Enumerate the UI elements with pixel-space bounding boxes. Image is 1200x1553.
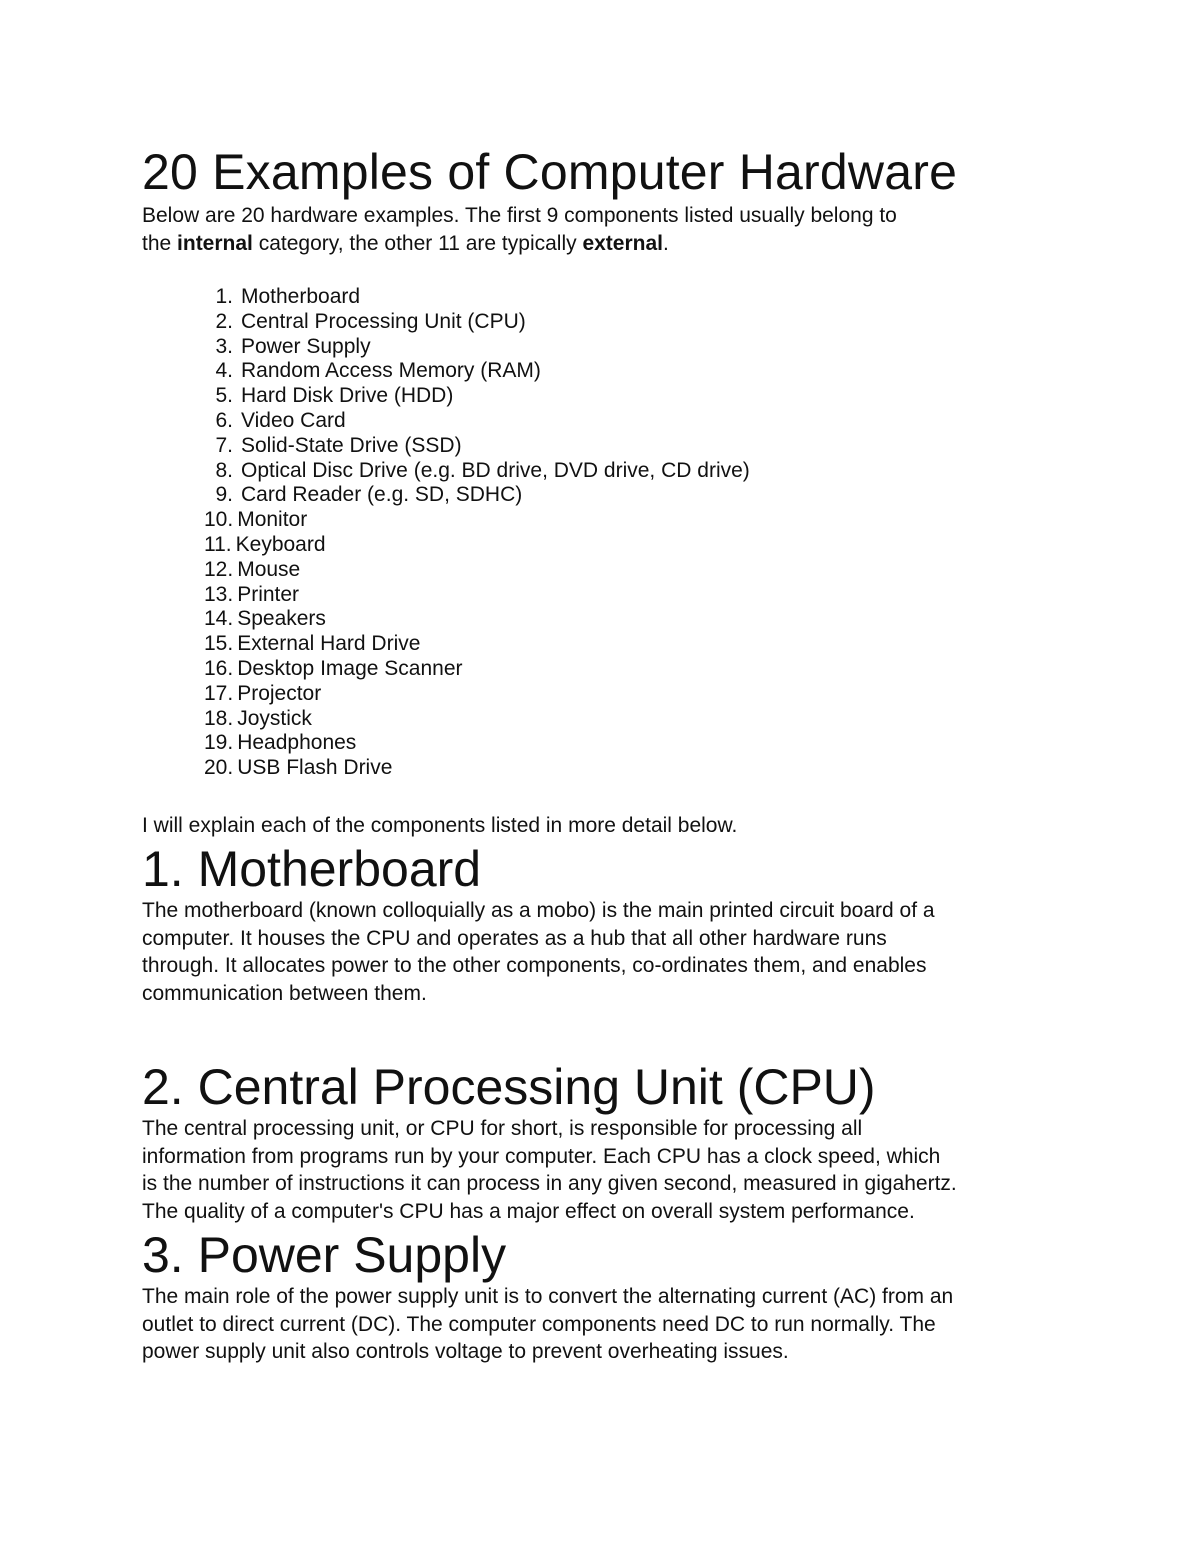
intro-paragraph bbox=[142, 202, 1072, 257]
list-item bbox=[142, 756, 1072, 781]
list-item-number: 19. bbox=[204, 731, 234, 755]
body-line: information from programs run by your computer. Each CPU has a clock speed, which bbox=[142, 1144, 941, 1168]
list-item-label: Random Access Memory (RAM) bbox=[241, 359, 541, 383]
intro-line-1: Below are 20 hardware examples. The first 9 components listed usually belong to bbox=[142, 204, 897, 227]
list-item bbox=[142, 359, 1072, 384]
external-keyword: external bbox=[582, 231, 663, 255]
section-power-supply bbox=[142, 1227, 1072, 1366]
list-item-number: 5. bbox=[215, 384, 233, 408]
list-item-number: 11. bbox=[204, 532, 232, 556]
body-line: through. It allocates power to the other components, co-ordinates them, and enables bbox=[142, 954, 927, 978]
list-item bbox=[142, 657, 1072, 682]
list-item-label: Video Card bbox=[241, 408, 346, 432]
list-item-label: Projector bbox=[237, 681, 322, 705]
list-item bbox=[142, 434, 1072, 459]
list-item-number: 20. bbox=[204, 756, 234, 780]
section-motherboard bbox=[142, 841, 1072, 1007]
section-heading: 1. Motherboard bbox=[142, 841, 482, 898]
list-item-number: 1. bbox=[215, 285, 233, 308]
list-item-number: 2. bbox=[215, 309, 233, 333]
section-heading: 3. Power Supply bbox=[142, 1227, 507, 1284]
list-item bbox=[142, 632, 1072, 657]
list-item-label: Motherboard bbox=[241, 285, 361, 308]
list-item-label: Headphones bbox=[237, 731, 357, 755]
list-item bbox=[142, 707, 1072, 732]
list-item bbox=[142, 310, 1072, 335]
list-item-number: 7. bbox=[215, 433, 233, 457]
list-item-number: 16. bbox=[204, 656, 234, 680]
intro-line-2-middle: category, the other 11 are typically bbox=[252, 231, 583, 255]
body-line: outlet to direct current (DC). The computer components need DC to run normally. The bbox=[142, 1312, 936, 1336]
list-item-label: Desktop Image Scanner bbox=[237, 656, 463, 680]
list-item-number: 9. bbox=[215, 483, 233, 507]
list-item bbox=[142, 285, 1072, 310]
closing-sentence: I will explain each of the components listed in more detail below. bbox=[142, 813, 738, 837]
body-line: is the number of instructions it can process in any given second, measured in gigahertz. bbox=[142, 1172, 957, 1196]
list-item-label: Speakers bbox=[237, 607, 326, 631]
list-item-number: 14. bbox=[204, 607, 234, 631]
section-body bbox=[142, 1115, 1072, 1225]
list-item-label: USB Flash Drive bbox=[237, 756, 393, 780]
internal-keyword: internal bbox=[177, 231, 253, 255]
section-heading: 2. Central Processing Unit (CPU) bbox=[142, 1059, 876, 1116]
list-item bbox=[142, 533, 1072, 558]
list-item-number: 17. bbox=[204, 681, 234, 705]
body-line: The motherboard (known colloquially as a mobo) is the main printed circuit board of a bbox=[142, 899, 935, 923]
intro-line-2-end: . bbox=[663, 231, 669, 255]
list-item-number: 10. bbox=[204, 508, 234, 532]
list-item bbox=[142, 583, 1072, 608]
body-line: The quality of a computer's CPU has a major effect on overall system performance. bbox=[142, 1199, 915, 1223]
list-item-label: Central Processing Unit (CPU) bbox=[241, 309, 526, 333]
list-item bbox=[142, 459, 1072, 484]
list-item-label: Solid-State Drive (SSD) bbox=[241, 433, 462, 457]
list-item-label: Monitor bbox=[237, 508, 308, 532]
list-item-number: 3. bbox=[215, 334, 233, 358]
list-item bbox=[142, 508, 1072, 533]
document-page bbox=[142, 142, 1072, 1366]
list-item-label: Keyboard bbox=[235, 532, 326, 556]
section-body bbox=[142, 1283, 1072, 1366]
list-item bbox=[142, 335, 1072, 360]
list-item-number: 18. bbox=[204, 706, 234, 730]
intro-line-2-start: the bbox=[142, 231, 178, 255]
list-item bbox=[142, 483, 1072, 508]
list-item-number: 13. bbox=[204, 582, 234, 606]
page-title: 20 Examples of Computer Hardware bbox=[142, 144, 958, 200]
list-item-label: Joystick bbox=[237, 706, 312, 730]
list-item-number: 4. bbox=[215, 359, 233, 383]
body-line: power supply unit also controls voltage to prevent overheating issues. bbox=[142, 1340, 789, 1364]
list-item-number: 6. bbox=[215, 408, 233, 432]
list-item bbox=[142, 384, 1072, 409]
section-cpu bbox=[142, 1059, 1072, 1225]
list-item bbox=[142, 731, 1072, 756]
body-line: The central processing unit, or CPU for short, is responsible for processing all bbox=[142, 1117, 863, 1141]
list-item-label: Printer bbox=[237, 582, 300, 606]
list-item-number: 12. bbox=[204, 557, 234, 581]
list-item bbox=[142, 607, 1072, 632]
list-item bbox=[142, 409, 1072, 434]
list-item-number: 15. bbox=[204, 632, 234, 656]
list-item-label: Card Reader (e.g. SD, SDHC) bbox=[241, 483, 523, 507]
list-item bbox=[142, 682, 1072, 707]
list-item-label: Power Supply bbox=[241, 334, 371, 358]
body-line: communication between them. bbox=[142, 981, 427, 1005]
hardware-list bbox=[142, 285, 1072, 781]
list-item bbox=[142, 558, 1072, 583]
list-item-label: Optical Disc Drive (e.g. BD drive, DVD drive, CD drive) bbox=[241, 458, 750, 482]
list-item-label: Hard Disk Drive (HDD) bbox=[241, 384, 454, 408]
body-line: The main role of the power supply unit is to convert the alternating current (AC) from an bbox=[142, 1285, 954, 1309]
list-item-label: External Hard Drive bbox=[237, 632, 421, 656]
body-line: computer. It houses the CPU and operates as a hub that all other hardware runs bbox=[142, 926, 887, 950]
list-item-number: 8. bbox=[215, 458, 233, 482]
section-body bbox=[142, 897, 1072, 1007]
list-item-label: Mouse bbox=[237, 557, 301, 581]
